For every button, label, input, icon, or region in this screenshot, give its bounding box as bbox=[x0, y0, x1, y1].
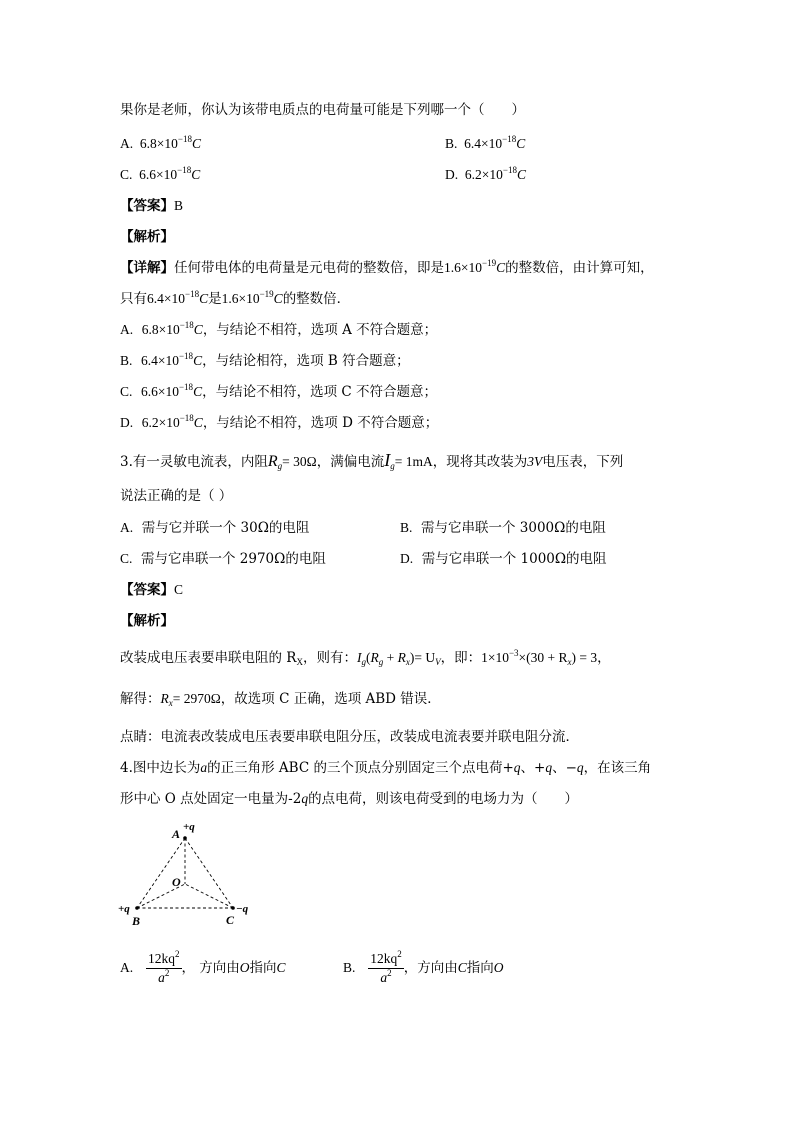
fraction-a: $\frac{12kq^2}{a^2}$ bbox=[148, 949, 180, 985]
charge-a: +q bbox=[183, 821, 195, 833]
label-a: A bbox=[172, 827, 181, 841]
q3-option-d[interactable]: D. 需与它串联一个 1000Ω的电阻 bbox=[400, 551, 607, 567]
q2-option-b[interactable]: B. $6.4\times 10^{-18}C$ bbox=[445, 134, 526, 151]
q4-stem-line2: 形中心 O 点处固定一电量为-2q的点电荷，则该电荷受到的电场力为（ ） bbox=[120, 791, 579, 807]
label-o: O bbox=[172, 875, 181, 889]
triangle-side-ab bbox=[137, 838, 185, 908]
vertex-c-dot bbox=[231, 906, 235, 910]
q2-analysis-a: A. $6.8\times 10^{-18}C$，与结论不相符，选项 A 不符合题意； bbox=[120, 320, 438, 338]
q4-option-a[interactable]: A. $\frac{12kq^2}{a^2}$ ， 方向由O指向C bbox=[120, 949, 286, 985]
vertex-b-dot bbox=[135, 906, 139, 910]
charge-b: +q bbox=[118, 903, 130, 915]
label-b: B bbox=[132, 914, 141, 928]
q3-analysis-heading: 【解析】 bbox=[120, 613, 174, 629]
charge-c: −q bbox=[236, 903, 249, 915]
q4-stem-line1: 4.图中边长为a的正三角形 ABC 的三个顶点分别固定三个点电荷+q、+q、−q，在该三角 bbox=[120, 760, 652, 776]
q2-detail-line2: 只有$6.4\times 10^{-18}C$是$1.6\times 10^{-19}C$的整数倍． bbox=[120, 289, 351, 307]
q2-analysis-d: D. $6.2\times 10^{-18}C$，与结论不相符，选项 D 不符合题意； bbox=[120, 413, 439, 431]
q2-analysis-b: B. $6.4\times 10^{-18}C$，与结论相符，选项 B 符合题意； bbox=[120, 351, 410, 369]
label-c: C bbox=[226, 913, 235, 927]
q3-answer: 【答案】C bbox=[120, 582, 184, 598]
q2-answer: 【答案】B bbox=[120, 198, 184, 214]
vertex-a-dot bbox=[183, 836, 187, 840]
q3-stem-line2: 说法正确的是（ ） bbox=[120, 488, 233, 504]
q3-analysis-line1: 改装成电压表要串联电阻的 $R_X$，则有：$I_g(R_g + R_x)= U_V$，即：$1\times 10^{-3}\times(30 + R_x) = 3$， bbox=[120, 648, 611, 667]
q3-option-c[interactable]: C. 需与它串联一个 2970Ω的电阻 bbox=[120, 551, 326, 567]
q3-stem-line1: 3.有一灵敏电流表，内阻$R_g= 30\Omega$，满偏电流$I_g= 1mA$，现将其改装为3V电压表，下列 bbox=[120, 450, 624, 471]
q2-option-d[interactable]: D. $6.2\times 10^{-18}C$ bbox=[445, 165, 526, 182]
q2-analysis-c: C. $6.6\times 10^{-18}C$，与结论不相符，选项 C 不符合题意； bbox=[120, 382, 437, 400]
q3-remark: 点睛：电流表改装成电压表要串联电阻分压，改装成电流表要并联电阻分流． bbox=[120, 729, 579, 745]
triangle-side-ac bbox=[185, 838, 233, 908]
q3-option-a[interactable]: A. 需与它并联一个 30Ω的电阻 bbox=[120, 520, 310, 536]
fraction-b: $\frac{12kq^2}{a^2}$ bbox=[370, 949, 402, 985]
q2-option-c[interactable]: C. $6.6\times 10^{-18}C$ bbox=[120, 165, 201, 182]
q2-option-a[interactable]: A. $6.8\times 10^{-18}C$ bbox=[120, 134, 201, 151]
q2-detail-line1: 【详解】任何带电体的电荷量是元电荷的整数倍，即是$1.6\times 10^{-19}C$的整数倍，由计算可知， bbox=[120, 258, 654, 276]
q3-option-b[interactable]: B. 需与它串联一个 3000Ω的电阻 bbox=[400, 520, 606, 536]
q4-option-b[interactable]: B. $\frac{12kq^2}{a^2}$ ，方向由C指向O bbox=[343, 949, 504, 985]
q3-analysis-line2: 解得：$R_x= 2970\Omega$，故选项 C 正确，选项 ABD 错误． bbox=[120, 691, 441, 708]
triangle-figure bbox=[110, 818, 260, 930]
q2-analysis-heading: 【解析】 bbox=[120, 229, 174, 245]
median-co bbox=[185, 884, 233, 908]
q2-stem-tail: 果你是老师，你认为该带电质点的电荷量可能是下列哪一个（ ） bbox=[120, 102, 525, 118]
